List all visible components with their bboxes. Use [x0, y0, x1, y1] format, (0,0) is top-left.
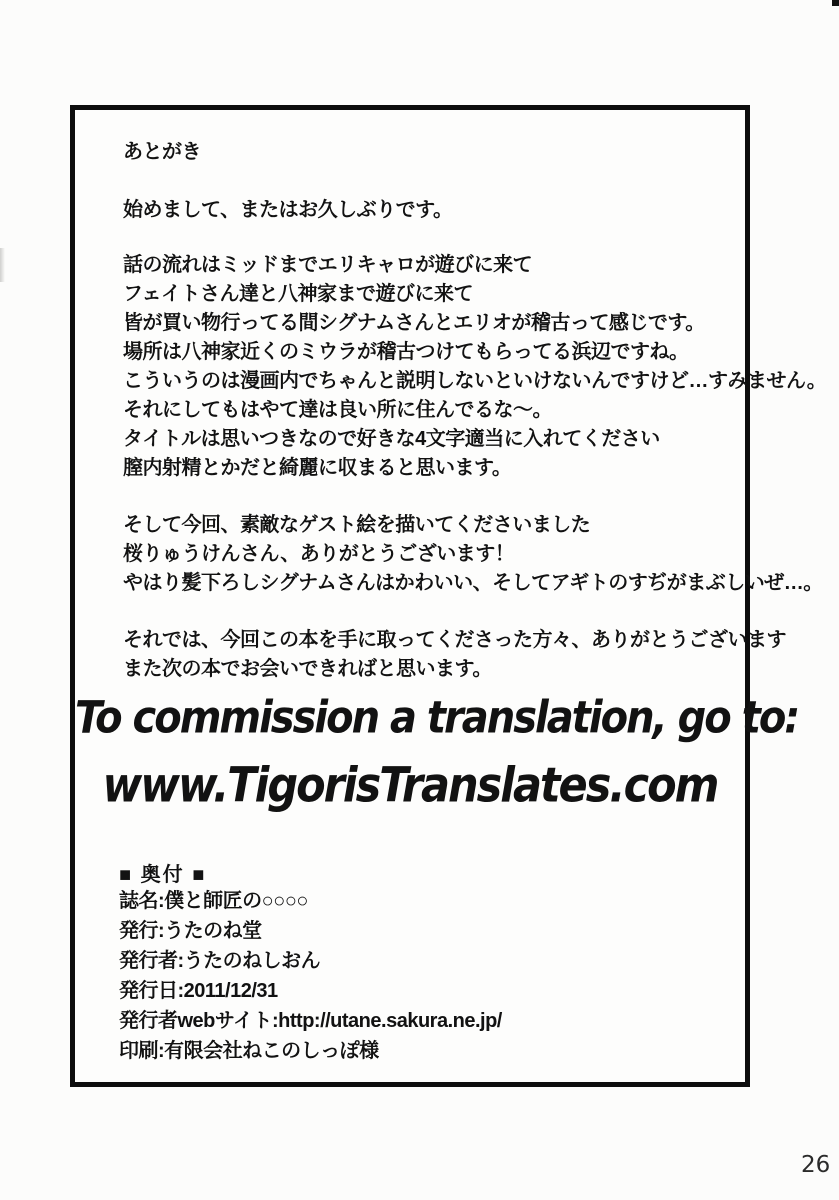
afterword-line: 場所は八神家近くのミウラが稽古つけてもらってる浜辺ですね。	[123, 341, 689, 363]
colophon-date-entry: 発行日:2011/12/31	[119, 980, 278, 1002]
colophon-entries	[119, 886, 737, 1066]
afterword-line: それでは、今回この本を手に取ってくださった方々、ありがとうございます	[123, 629, 786, 651]
afterword-line: タイトルは思いつきなので好きな4文字適当に入れてください	[123, 428, 660, 450]
afterword-line: それにしてもはやて達は良い所に住んでるな～。	[123, 399, 552, 421]
colophon-printer-entry: 印刷:有限会社ねこのしっぽ様	[119, 1040, 379, 1062]
afterword-line: フェイトさん達と八神家まで遊びに来て	[123, 283, 473, 305]
translation-promo-url: www.TigorisTranslates.com	[102, 758, 718, 814]
colophon-publisher-entry: 発行:うたのね堂	[119, 920, 262, 942]
translation-promo-line1: To commission a translation, go to:	[75, 692, 799, 744]
scan-edge-smudge	[0, 248, 5, 282]
afterword-line: 話の流れはミッドまでエリキャロが遊びに来て	[123, 254, 533, 276]
afterword-closing	[123, 626, 786, 684]
page-number: 26	[801, 1152, 831, 1178]
colophon-title-entry: 誌名:僕と師匠の○○○○	[119, 890, 308, 912]
afterword-line: 桜りゅうけんさん、ありがとうございます！	[123, 543, 515, 565]
afterword-line: 始めまして、またはお久しぶりです。	[123, 199, 453, 221]
afterword-line: やはり髪下ろしシグナムさんはかわいい、そしてアギトのすぢがまぶしいぜ…。	[123, 572, 823, 594]
afterword-guest-thanks	[123, 511, 823, 598]
colophon-author-entry: 発行者:うたのねしおん	[119, 950, 321, 972]
afterword-line: 皆が買い物行ってる間シグナムさんとエリオが稽古って感じです。	[123, 312, 705, 334]
scan-corner-artifact	[832, 0, 839, 6]
afterword-heading	[123, 138, 735, 167]
afterword-line: 膣内射精とかだと綺麗に収まると思います。	[123, 457, 512, 479]
afterword-line: こういうのは漫画内でちゃんと説明しないといけないんですけど…すみません。	[123, 370, 827, 392]
colophon-website-entry: 発行者webサイト:http://utane.sakura.ne.jp/	[119, 1010, 502, 1032]
afterword-intro	[123, 196, 735, 225]
afterword-line: そして今回、素敵なゲスト絵を描いてくださいました	[123, 514, 591, 536]
afterword-frame	[70, 105, 827, 1087]
colophon-header: ■ 奥付 ■	[119, 864, 207, 886]
afterword-story-notes	[123, 251, 827, 483]
afterword-line: また次の本でお会いできればと思います。	[123, 658, 492, 680]
afterword-heading-text: あとがき	[123, 141, 201, 163]
